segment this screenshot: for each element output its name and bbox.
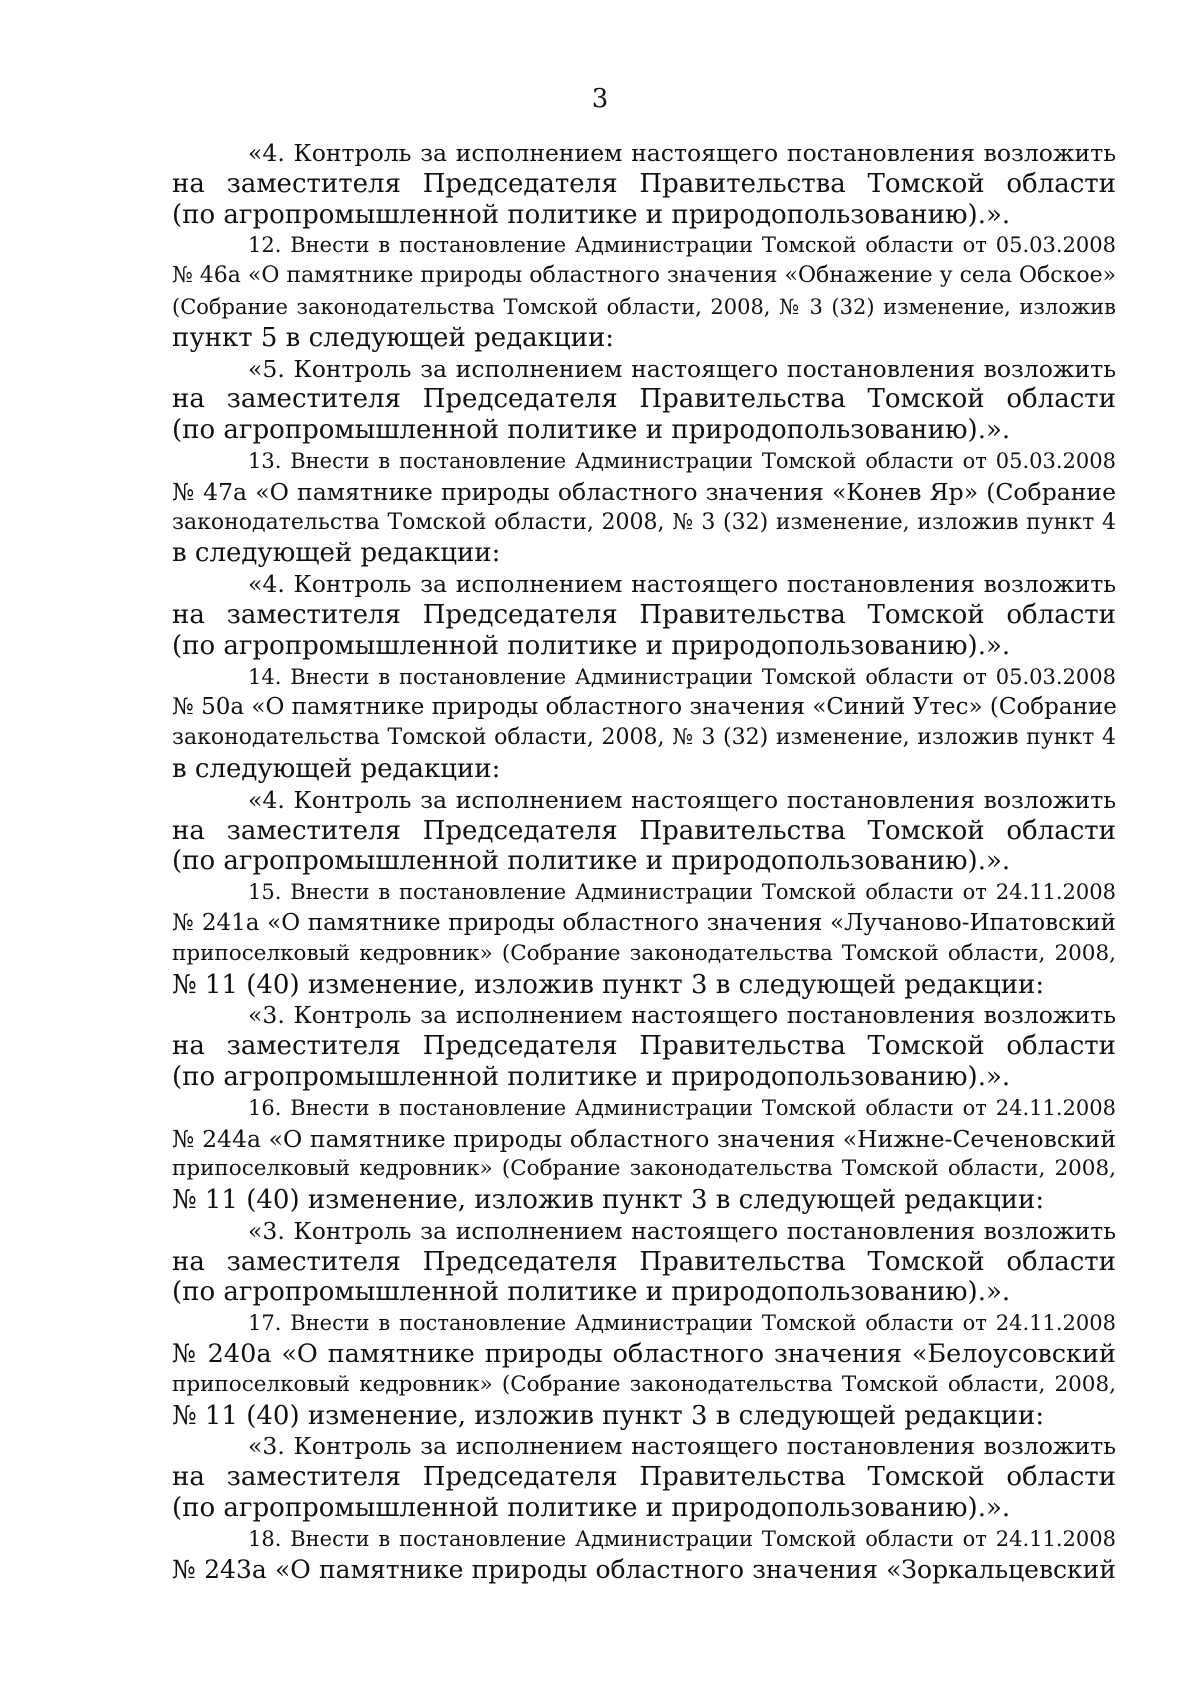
text-line: припоселковый кедровник» (Собрание законодательства Томской области, 2008, xyxy=(172,1156,1116,1182)
text-line: «4. Контроль за исполнением настоящего постановления возложить xyxy=(248,570,1116,599)
text-line: № 244а «О памятнике природы областного значения «Нижне-Сеченовский xyxy=(172,1124,1116,1153)
text-line: припоселковый кедровник» (Собрание законодательства Томской области, 2008, xyxy=(172,940,1116,966)
text-line: (по агропромышленной политике и природопользованию).». xyxy=(172,1061,1011,1092)
text-line: на заместителя Председателя Правительства Томской области xyxy=(172,168,1116,199)
text-line: «4. Контроль за исполнением настоящего постановления возложить xyxy=(248,785,1116,814)
text-line: на заместителя Председателя Правительства Томской области xyxy=(172,1246,1116,1277)
text-line: 16. Внести в постановление Администрации Томской области от 24.11.2008 xyxy=(248,1095,1116,1120)
text-line: в следующей редакции: xyxy=(172,753,501,784)
text-line: (по агропромышленной политике и природопользованию).». xyxy=(172,415,1011,446)
text-line: на заместителя Председателя Правительства Томской области xyxy=(172,384,1116,415)
text-line: 18. Внести в постановление Администрации Томской области от 24.11.2008 xyxy=(248,1526,1116,1551)
text-line: припоселковый кедровник» (Собрание законодательства Томской области, 2008, xyxy=(172,1371,1116,1397)
text-line: пункт 5 в следующей редакции: xyxy=(172,322,615,353)
document-body xyxy=(172,138,1116,1585)
text-line: законодательства Томской области, 2008, № 3 (32) изменение, изложив пункт 4 xyxy=(172,509,1116,535)
text-line: на заместителя Председателя Правительства Томской области xyxy=(172,599,1116,630)
text-line: (Собрание законодательства Томской области, 2008, № 3 (32) изменение, изложив xyxy=(172,294,1116,319)
text-line: 15. Внести в постановление Администрации Томской области от 24.11.2008 xyxy=(248,880,1116,905)
text-line: № 11 (40) изменение, изложив пункт 3 в следующей редакции: xyxy=(172,1400,1045,1431)
text-line: 17. Внести в постановление Администрации Томской области от 24.11.2008 xyxy=(248,1311,1116,1336)
text-line: № 243а «О памятнике природы областного значения «Зоркальцевский xyxy=(172,1554,1116,1584)
text-line: № 50а «О памятнике природы областного значения «Синий Утес» (Собрание xyxy=(172,694,1117,721)
text-line: 12. Внести в постановление Администрации Томской области от 05.03.2008 xyxy=(248,233,1116,258)
text-line: (по агропромышленной политике и природопользованию).». xyxy=(172,630,1011,661)
text-line: «3. Контроль за исполнением настоящего постановления возложить xyxy=(248,1216,1116,1245)
text-line: № 47а «О памятнике природы областного значения «Конев Яр» (Собрание xyxy=(172,477,1116,506)
text-line: на заместителя Председателя Правительства Томской области xyxy=(172,1031,1116,1062)
text-line: в следующей редакции: xyxy=(172,538,501,569)
text-line: 14. Внести в постановление Администрации Томской области от 05.03.2008 xyxy=(248,664,1116,689)
text-line: 13. Внести в постановление Администрации Томской области от 05.03.2008 xyxy=(248,448,1116,473)
text-line: законодательства Томской области, 2008, № 3 (32) изменение, изложив пункт 4 xyxy=(172,725,1116,751)
text-line: на заместителя Председателя Правительства Томской области xyxy=(172,815,1116,846)
text-line: «3. Контроль за исполнением настоящего постановления возложить xyxy=(248,1432,1116,1461)
text-line: № 240а «О памятнике природы областного значения «Белоусовский xyxy=(172,1339,1116,1370)
text-line: «4. Контроль за исполнением настоящего постановления возложить xyxy=(248,139,1116,167)
text-line: (по агропромышленной политике и природопользованию).». xyxy=(172,846,1011,877)
text-line: (по агропромышленной политике и природопользованию).». xyxy=(172,1493,1011,1524)
text-line: «3. Контроль за исполнением настоящего постановления возложить xyxy=(248,1001,1116,1030)
text-line: № 241а «О памятнике природы областного значения «Лучаново-Ипатовский xyxy=(172,909,1116,936)
page-number: 3 xyxy=(591,84,609,114)
text-line: (по агропромышленной политике и природопользованию).». xyxy=(172,1277,1011,1308)
text-line: № 46а «О памятнике природы областного значения «Обнажение у села Обское» xyxy=(172,263,1117,289)
text-line: № 11 (40) изменение, изложив пункт 3 в следующей редакции: xyxy=(172,1185,1045,1216)
text-line: на заместителя Председателя Правительства Томской области xyxy=(172,1462,1116,1493)
text-line: № 11 (40) изменение, изложив пункт 3 в следующей редакции: xyxy=(172,969,1045,1000)
text-line: (по агропромышленной политике и природопользованию).». xyxy=(172,199,1011,230)
text-line: «5. Контроль за исполнением настоящего постановления возложить xyxy=(248,354,1116,383)
